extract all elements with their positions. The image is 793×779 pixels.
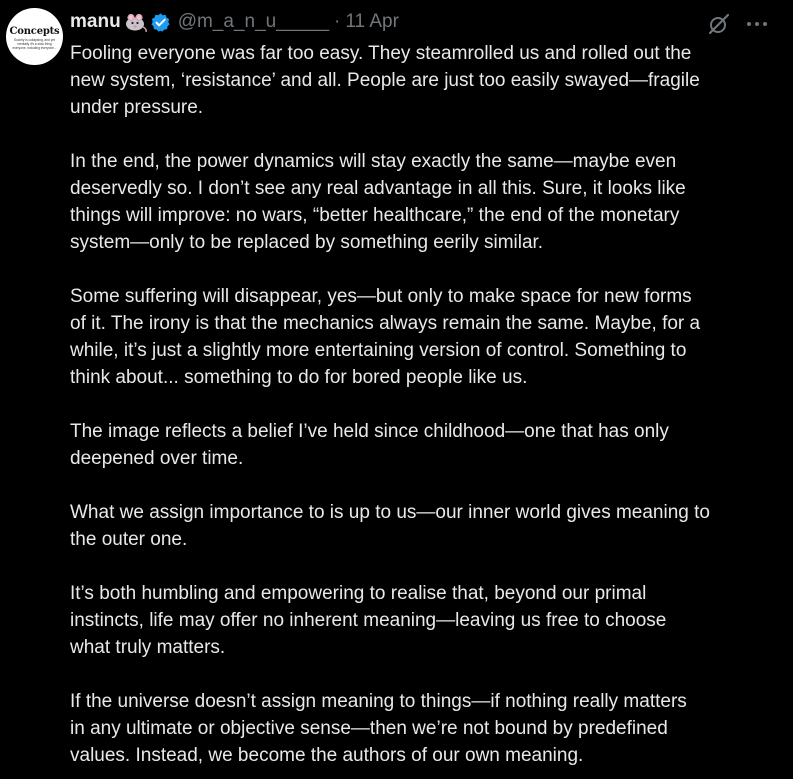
post-paragraph: Fooling everyone was far too easy. They steamrolled us and rolled out the new system, ‘resistance’ and all. People are just too easily swayed—fragile under pressure.	[70, 43, 700, 118]
post-paragraph: In the end, the power dynamics will stay exactly the same—maybe even deservedly so. I don’t see any real advantage in all this. Sure, it looks like things will improve: no wars, “better healthcare,” the end of the monetary system—only to be replaced by something eerily similar.	[70, 151, 686, 253]
post-paragraph: What we assign importance to is up to us—our inner world gives meaning to the outer one.	[70, 502, 710, 550]
more-options-icon[interactable]	[744, 11, 770, 37]
post-timestamp[interactable]: 11 Apr	[345, 11, 399, 32]
post-paragraph: If the universe doesn’t assign meaning to things—if nothing really matters in any ultimate or objective sense—then we’re not bound by predefined values. Instead, we become the authors of our own meaning.	[70, 691, 687, 766]
post-paragraph: The image reflects a belief I’ve held since childhood—one that has only deepened over time.	[70, 421, 669, 469]
author-handle[interactable]: @m_a_n_u_____	[177, 11, 330, 32]
post-paragraph: Some suffering will disappear, yes—but only to make space for new forms of it. The irony is that the mechanics always remain the same. Maybe, for a while, it’s just a slightly more entertaining version of control. Something to think about... something to do for bored people like us.	[70, 286, 701, 388]
rat-emoji-icon	[124, 11, 148, 33]
avatar-subtitle: Society is collapsing, and yet mentally it's a slow thing everyone, including everyone...	[12, 38, 57, 50]
grok-icon[interactable]	[706, 11, 732, 37]
avatar[interactable]	[6, 8, 63, 65]
post-paragraph: It’s both humbling and empowering to realise that, beyond our primal instincts, life may offer no inherent meaning—leaving us free to choose what truly matters.	[70, 583, 667, 658]
verified-badge-icon[interactable]	[150, 11, 172, 33]
post-header	[70, 10, 399, 34]
author-display-name[interactable]: manu	[70, 11, 121, 32]
avatar-title: Concepts	[9, 26, 60, 37]
post-text	[70, 40, 780, 769]
separator-dot: ·	[334, 11, 341, 32]
